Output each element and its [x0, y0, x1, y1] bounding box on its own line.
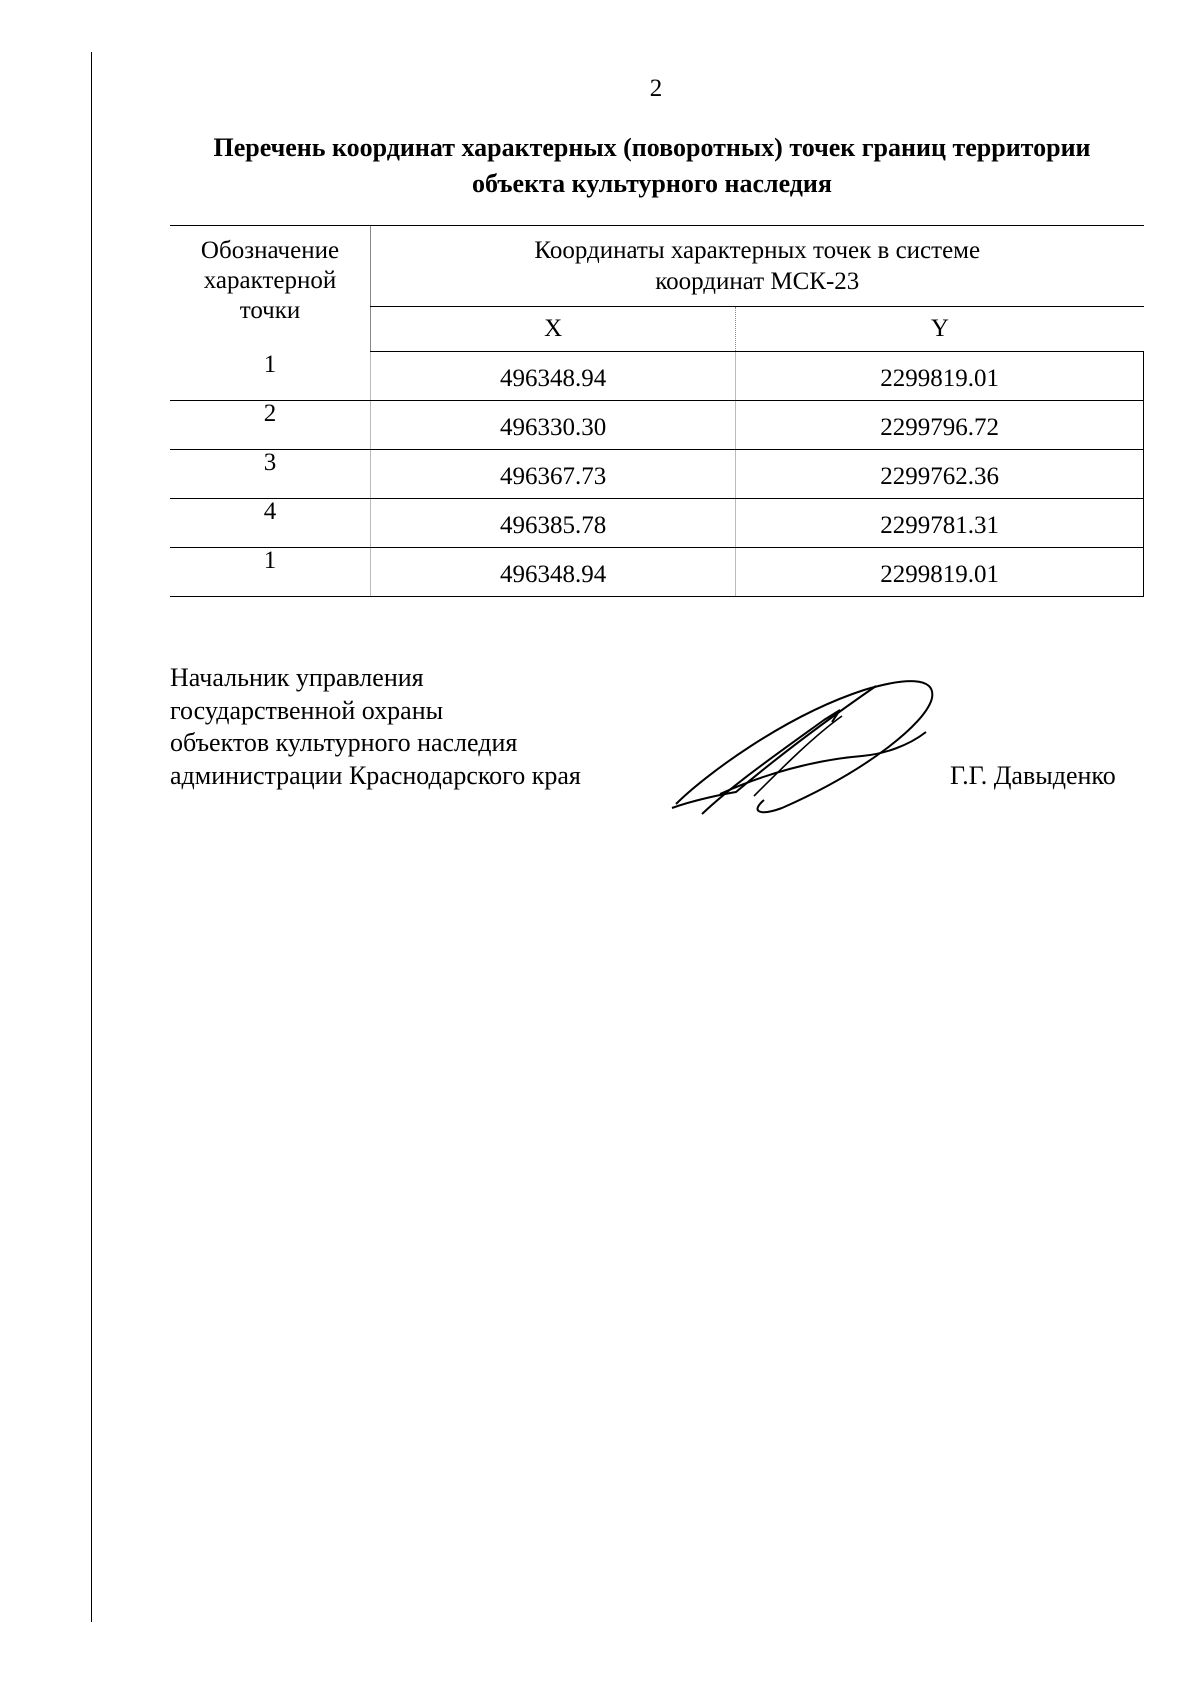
point-cell: 1 [170, 548, 371, 597]
system-header-line-1: Координаты характерных точек в системе [534, 237, 981, 264]
y-value-cell: 2299819.01 [736, 352, 1144, 401]
document-title-line-2: объекта культурного наследия [472, 169, 832, 198]
document-title-line-1: Перечень координат характерных (поворотных) точек границ территории [213, 133, 1091, 162]
table-row [170, 499, 1144, 548]
x-value-cell: 496367.73 [371, 450, 736, 499]
x-value-cell: 496330.30 [371, 401, 736, 450]
signatory-name: Г.Г. Давыденко [950, 761, 1116, 790]
y-column-header: Y [736, 307, 1144, 352]
table-row [170, 401, 1144, 450]
point-cell: 3 [170, 450, 371, 499]
table-row [170, 450, 1144, 499]
signatory-position-line-4: администрации Краснодарского края [170, 760, 581, 790]
coordinates-table [170, 225, 1144, 597]
document-title [160, 130, 1144, 202]
x-value-cell: 496348.94 [371, 352, 736, 401]
point-designation-header [170, 226, 371, 352]
handwritten-signature [664, 676, 944, 816]
y-value-cell: 2299819.01 [736, 548, 1144, 597]
system-header-line-2: координат МСК-23 [655, 268, 860, 295]
point-header-line-3: точки [239, 297, 301, 324]
point-header-line-2: характерной [203, 267, 337, 294]
signatory-position-line-1: Начальник управления [170, 663, 424, 692]
point-cell: 2 [170, 401, 371, 450]
y-value-cell: 2299781.31 [736, 499, 1144, 548]
x-value-cell: 496385.78 [371, 499, 736, 548]
signatory-position [170, 662, 581, 792]
y-value-cell: 2299762.36 [736, 450, 1144, 499]
point-header-line-1: Обозначение [200, 237, 340, 264]
x-value-cell: 496348.94 [371, 548, 736, 597]
table-row [170, 352, 1144, 401]
point-cell: 4 [170, 499, 371, 548]
left-margin-line [91, 52, 92, 1622]
signatory-position-line-2: государственной охраны [170, 695, 444, 725]
y-value-cell: 2299796.72 [736, 401, 1144, 450]
page-number: 2 [649, 75, 663, 102]
table-header-row [170, 226, 1144, 307]
coordinate-system-header [371, 226, 1144, 307]
signatory-position-line-3: объектов культурного наследия [170, 728, 518, 757]
table-row [170, 548, 1144, 597]
point-cell: 1 [170, 352, 371, 401]
x-column-header: X [371, 307, 736, 352]
